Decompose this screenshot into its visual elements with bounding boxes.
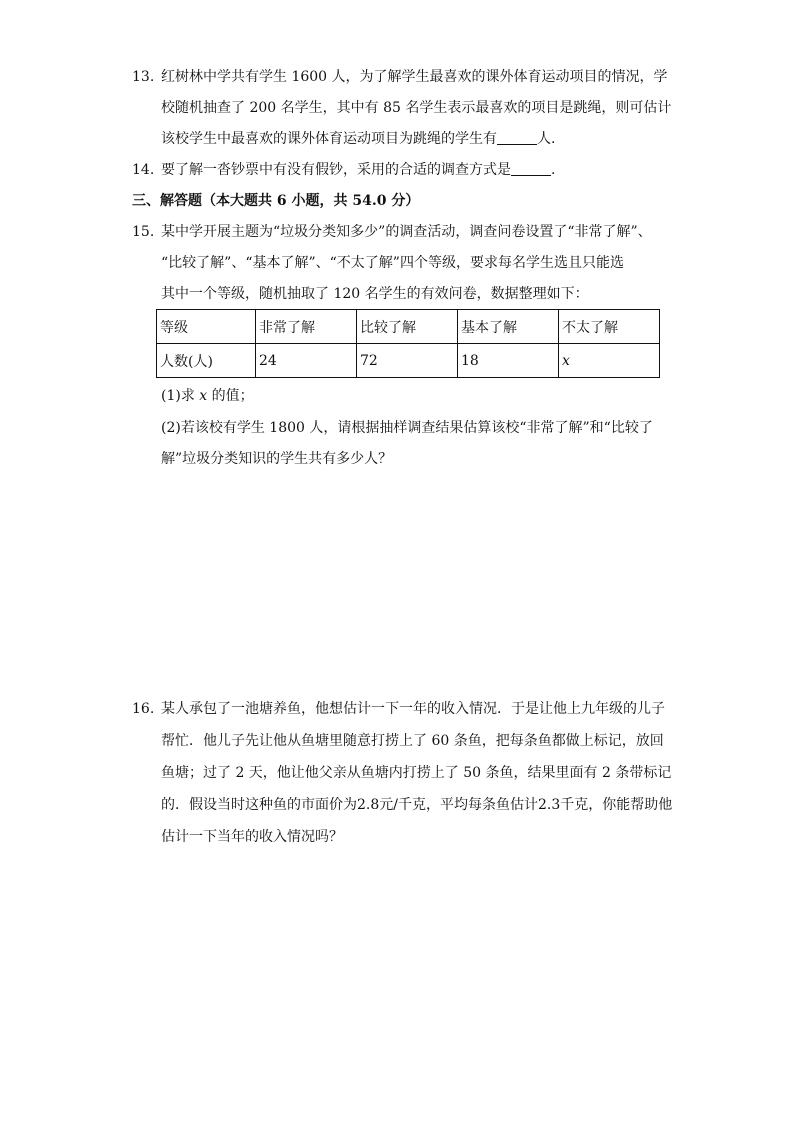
answer-blank [511,161,551,176]
table-cell: x [559,344,660,378]
q14-line [161,160,555,180]
q13-line-2: 校随机抽查了 200 名学生，其中有 85 名学生表示最喜欢的项目是跳绳，则可估计 [161,100,672,116]
q16-number: 16. [132,701,155,717]
q16-line-3: 鱼塘；过了 2 天，他让他父亲从鱼塘内打捞上了 50 条鱼，结果里面有 2 条带标记 [161,765,672,781]
q15-line-2: “比较了解”、“基本了解”、“不太了解”四个等级，要求每名学生选且只能选 [161,255,624,271]
q16-line-5: 估计一下当年的收入情况吗？ [161,829,343,845]
section-label: 三、解答题 [132,193,202,209]
q16-line-4: 的．假设当时这种鱼的市面价为2.8元/千克，平均每条鱼估计2.3千克，你能帮助他 [161,797,673,813]
q15-number: 15. [132,224,155,240]
q15-line-3: 其中一个等级，随机抽取了 120 名学生的有效问卷，数据整理如下： [161,286,589,302]
table-header-cell: 非常了解 [256,310,357,344]
q14-number: 14. [132,162,155,178]
q13-line-3-text: 该校学生中最喜欢的课外体育运动项目为跳绳的学生有 [161,131,497,147]
table-header-cell: 不太了解 [559,310,660,344]
survey-table [156,309,660,378]
table-cell: 24 [256,344,357,378]
q13-line-3 [161,129,555,149]
table-header-cell: 比较了解 [357,310,458,344]
table-cell: 18 [458,344,559,378]
variable-x: x [199,388,208,404]
q13-line-3-end: 人. [537,131,556,147]
q14-end: . [551,162,556,178]
answer-blank [497,130,537,145]
q16-line-1: 某人承包了一池塘养鱼，他想估计一下一年的收入情况．于是让他上九年级的儿子 [161,701,665,717]
q15-sub-1-suffix: 的值； [207,388,254,404]
q14-text: 要了解一沓钞票中有没有假钞，采用的合适的调查方式是 [161,162,511,178]
section-heading [132,191,419,211]
q13-number: 13. [132,69,155,85]
q13-line-1: 红树林中学共有学生 1600 人，为了解学生最喜欢的课外体育运动项目的情况，学 [161,69,668,85]
table-row-label: 人数(人) [157,344,256,378]
section-note: （本大题共 6 小题，共 54.0 分） [202,193,420,209]
table-cell: 72 [357,344,458,378]
table-row [157,344,660,378]
table-header-cell: 基本了解 [458,310,559,344]
q15-sub-2-line-2: 解”垃圾分类知识的学生共有多少人？ [161,451,393,467]
q15-line-1: 某中学开展主题为“垃圾分类知多少”的调查活动，调查问卷设置了“非常了解”、 [161,224,652,240]
q15-sub-1-prefix: (1)求 [161,388,200,404]
table-header-cell: 等级 [157,310,256,344]
q15-sub-1 [161,386,254,406]
q15-sub-2-line-1: (2)若该校有学生 1800 人，请根据抽样调查结果估算该校“非常了解”和“比较了 [161,420,653,436]
table-header-row [157,310,660,344]
q16-line-2: 帮忙．他儿子先让他从鱼塘里随意打捞上了 60 条鱼，把每条鱼都做上标记，放回 [161,733,664,749]
